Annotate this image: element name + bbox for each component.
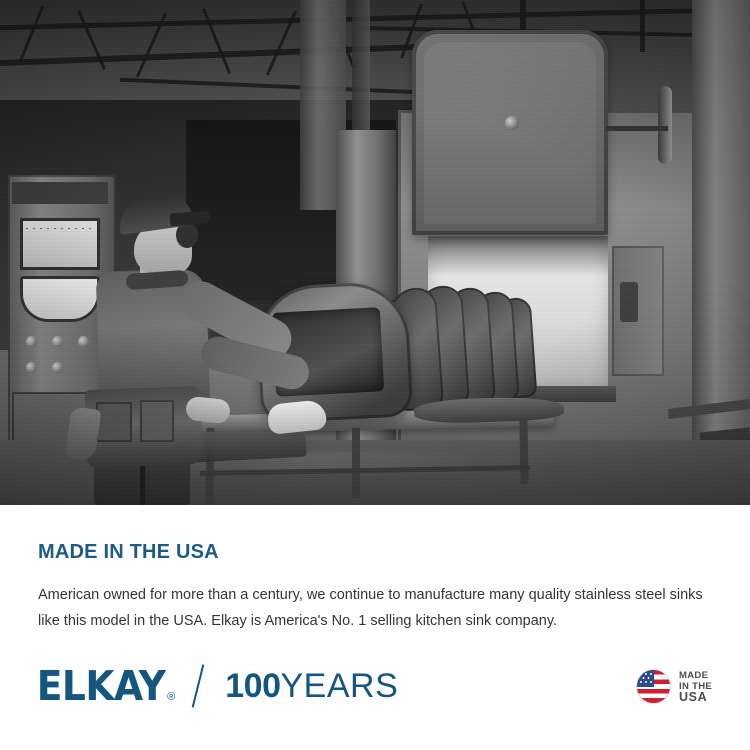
furnace-linkage-rod	[606, 126, 668, 131]
panel-knob	[52, 362, 63, 373]
made-in-usa-text	[679, 670, 712, 703]
brand-lockup	[36, 661, 399, 710]
slash-divider	[192, 664, 205, 707]
furnace-door-bolt	[505, 116, 519, 130]
panel-knob	[78, 336, 89, 347]
worker-apron-pocket	[140, 400, 174, 442]
gauge-dial	[20, 218, 100, 270]
badge-line-2: IN THE	[679, 680, 712, 692]
text-panel	[0, 505, 750, 634]
worker-cap-brim	[170, 211, 211, 227]
furnace-latch	[620, 282, 638, 322]
ceiling-duct	[352, 0, 370, 150]
badge-line-3: USA	[679, 689, 708, 704]
roof-support-post	[640, 0, 645, 52]
furnace-door-inset	[424, 42, 596, 224]
elkay-wordmark: ELKAY	[36, 661, 166, 710]
gauge-window	[20, 276, 100, 322]
furnace-door-hinge	[658, 86, 672, 164]
anniversary-mark	[225, 669, 398, 703]
anniversary-number: 100	[225, 667, 281, 705]
us-flag-icon	[637, 670, 670, 703]
panel-knob	[26, 336, 37, 347]
made-in-usa-badge	[637, 670, 712, 703]
badge-line-1: MADE	[679, 669, 709, 681]
page-title: MADE IN THE USA	[38, 541, 219, 563]
worker-apron-pocket	[96, 402, 132, 442]
control-panel-top	[12, 182, 108, 204]
worker-glove	[267, 399, 328, 435]
flag-canton	[637, 670, 654, 687]
furnace-opening-shadow	[428, 236, 608, 276]
work-table-leg	[352, 428, 360, 498]
panel-knob	[52, 336, 63, 347]
body-paragraph: American owned for more than a century, we continue to manufacture many quality stainless steel sinks like this model in the USA. Elkay is America's No. 1 selling kitchen sink company.	[38, 587, 703, 629]
registered-trademark-icon: ®	[167, 690, 176, 703]
anniversary-word: YEARS	[280, 667, 399, 705]
panel-knob	[26, 362, 37, 373]
footer	[0, 632, 750, 750]
work-table-leg	[519, 420, 528, 484]
elkay-logo	[36, 661, 176, 710]
